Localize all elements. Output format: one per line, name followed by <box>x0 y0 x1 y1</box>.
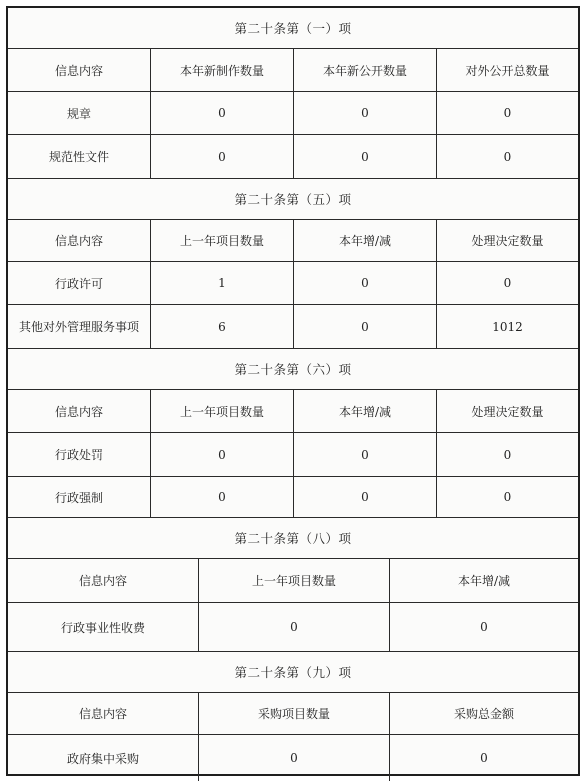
row-label: 行政许可 <box>8 262 151 304</box>
row-label: 行政强制 <box>8 477 151 517</box>
value-cell: 6 <box>151 305 294 348</box>
header-cell: 处理决定数量 <box>471 234 544 248</box>
disclosure-table <box>6 6 580 776</box>
header-row <box>8 693 578 735</box>
value-cell: 1 <box>151 262 294 304</box>
header-cell: 采购项目数量 <box>199 693 390 734</box>
section-title: 第二十条第（八）项 <box>234 531 352 546</box>
header-cell: 处理决定数量 <box>471 404 544 419</box>
value-cell: 0 <box>480 620 488 634</box>
header-cell: 本年增/减 <box>294 220 437 261</box>
header-row <box>8 559 578 603</box>
value-cell: 0 <box>151 92 294 134</box>
table-row <box>8 305 578 349</box>
value-cell: 0 <box>503 490 512 504</box>
value-cell: 0 <box>503 447 512 462</box>
header-cell: 对外公开总数量 <box>465 63 550 78</box>
header-cell: 信息内容 <box>8 559 199 602</box>
section-title: 第二十条第（一）项 <box>234 21 352 36</box>
value-cell: 0 <box>480 751 488 765</box>
row-label: 行政事业性收费 <box>8 603 199 651</box>
section-title-row <box>8 652 578 693</box>
section-title-row <box>8 8 578 49</box>
table-row <box>8 262 578 305</box>
row-label: 行政处罚 <box>8 433 151 476</box>
value-cell: 0 <box>503 276 512 290</box>
section-title-row <box>8 179 578 220</box>
value-cell: 0 <box>294 262 437 304</box>
table-row <box>8 477 578 518</box>
table-row <box>8 603 578 652</box>
section-title: 第二十条第（九）项 <box>234 665 352 680</box>
value-cell: 0 <box>294 433 437 476</box>
section-title-row <box>8 518 578 559</box>
section-title-row <box>8 349 578 390</box>
value-cell: 0 <box>503 149 512 164</box>
value-cell: 0 <box>151 135 294 178</box>
header-row <box>8 390 578 433</box>
value-cell: 0 <box>294 477 437 517</box>
section-title: 第二十条第（五）项 <box>234 192 352 207</box>
header-cell: 本年新制作数量 <box>151 49 294 91</box>
header-row <box>8 220 578 262</box>
header-cell: 信息内容 <box>8 49 151 91</box>
value-cell: 0 <box>151 477 294 517</box>
header-cell: 上一年项目数量 <box>151 220 294 261</box>
value-cell: 0 <box>199 735 390 781</box>
value-cell: 1012 <box>492 319 523 334</box>
value-cell: 0 <box>199 603 390 651</box>
row-label: 政府集中采购 <box>8 735 199 781</box>
header-cell: 本年增/减 <box>457 574 511 588</box>
value-cell: 0 <box>503 106 512 120</box>
table-row <box>8 92 578 135</box>
value-cell: 0 <box>294 135 437 178</box>
row-label: 规章 <box>8 92 151 134</box>
section-title: 第二十条第（六）项 <box>234 362 352 377</box>
header-cell: 上一年项目数量 <box>151 390 294 432</box>
header-cell: 采购总金额 <box>453 707 514 721</box>
header-row <box>8 49 578 92</box>
value-cell: 0 <box>294 92 437 134</box>
header-cell: 本年新公开数量 <box>294 49 437 91</box>
value-cell: 0 <box>294 305 437 348</box>
header-cell: 本年增/减 <box>294 390 437 432</box>
header-cell: 信息内容 <box>8 693 199 734</box>
row-label: 规范性文件 <box>8 135 151 178</box>
table-row <box>8 735 578 781</box>
header-cell: 信息内容 <box>8 390 151 432</box>
header-cell: 上一年项目数量 <box>199 559 390 602</box>
value-cell: 0 <box>151 433 294 476</box>
table-row <box>8 135 578 179</box>
row-label: 其他对外管理服务事项 <box>8 305 151 348</box>
table-row <box>8 433 578 477</box>
header-cell: 信息内容 <box>8 220 151 261</box>
